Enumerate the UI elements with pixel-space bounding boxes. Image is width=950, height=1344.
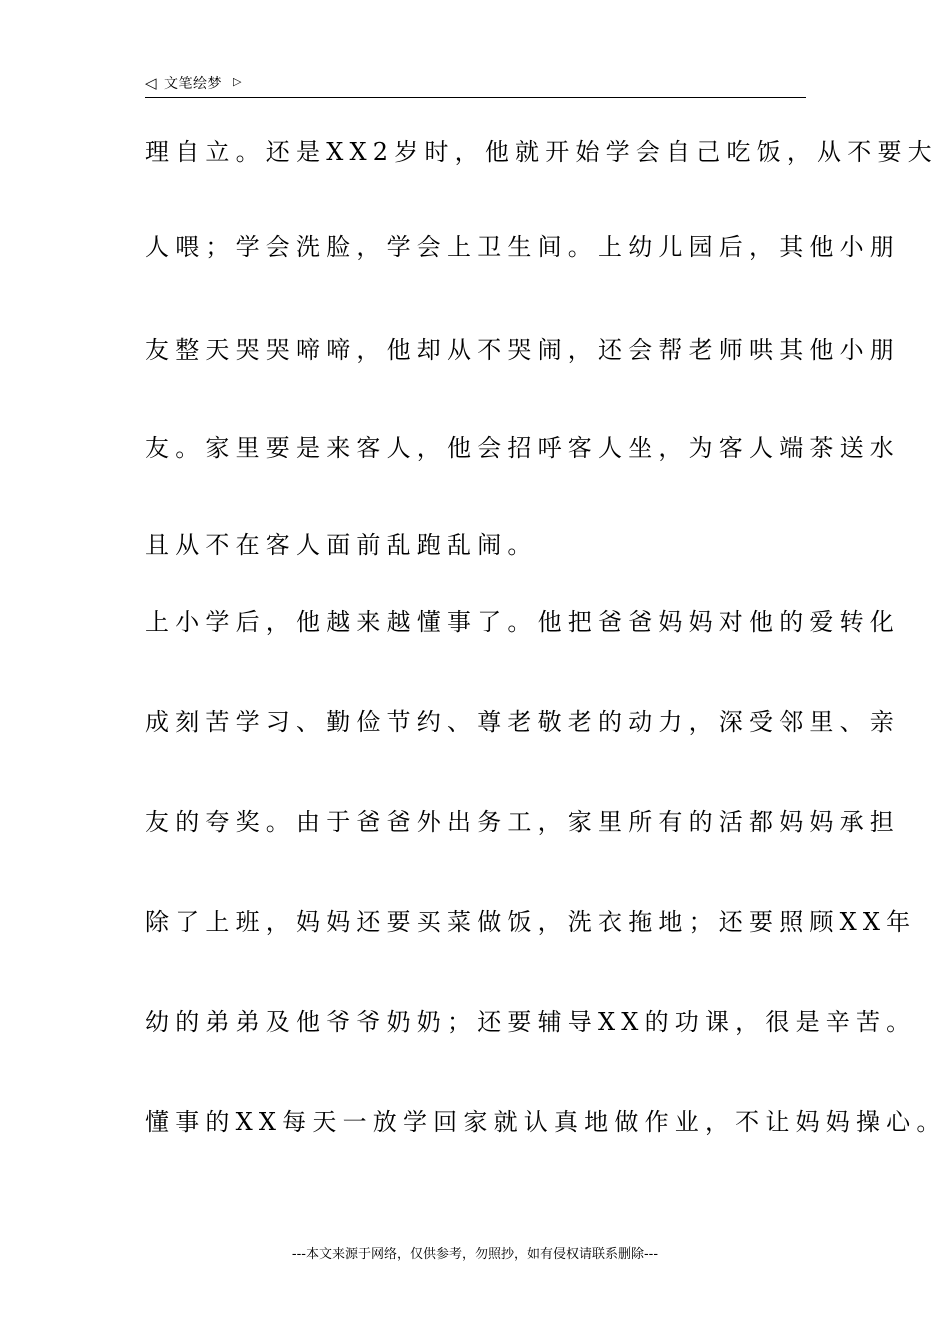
body-line: 幼的弟弟及他爷爷奶奶；还要辅导XX的功课，很是辛苦。 [145, 1008, 917, 1036]
footer-disclaimer: ---本文来源于网络，仅供参考，勿照抄，如有侵权请联系删除--- [291, 1247, 659, 1262]
body-line: 除了上班，妈妈还要买菜做饭，洗衣拖地；还要照顾XX年 [145, 908, 917, 936]
triangle-right-icon: ▷ [233, 75, 242, 88]
page-header [145, 72, 805, 98]
body-line: 上小学后，他越来越懂事了。他把爸爸妈妈对他的爱转化 [145, 608, 900, 636]
header-divider [145, 97, 806, 98]
body-line: 友整天哭哭啼啼，他却从不哭闹，还会帮老师哄其他小朋 [145, 336, 900, 364]
triangle-left-icon: ◁ [145, 74, 157, 92]
body-line: 人喂；学会洗脸，学会上卫生间。上幼儿园后，其他小朋 [145, 233, 900, 261]
body-line: 理自立。还是XX2岁时，他就开始学会自己吃饭，从不要大 [145, 138, 938, 166]
body-line: 成刻苦学习、勤俭节约、尊老敬老的动力，深受邻里、亲 [145, 708, 900, 736]
body-line: 且从不在客人面前乱跑乱闹。 [145, 531, 538, 559]
body-line: 友。家里要是来客人，他会招呼客人坐，为客人端茶送水 [145, 434, 900, 462]
body-line: 友的夸奖。由于爸爸外出务工，家里所有的活都妈妈承担 [145, 808, 900, 836]
body-line: 懂事的XX每天一放学回家就认真地做作业，不让妈妈操心。 [145, 1108, 947, 1136]
header-brand: 文笔绘梦 [164, 76, 222, 92]
